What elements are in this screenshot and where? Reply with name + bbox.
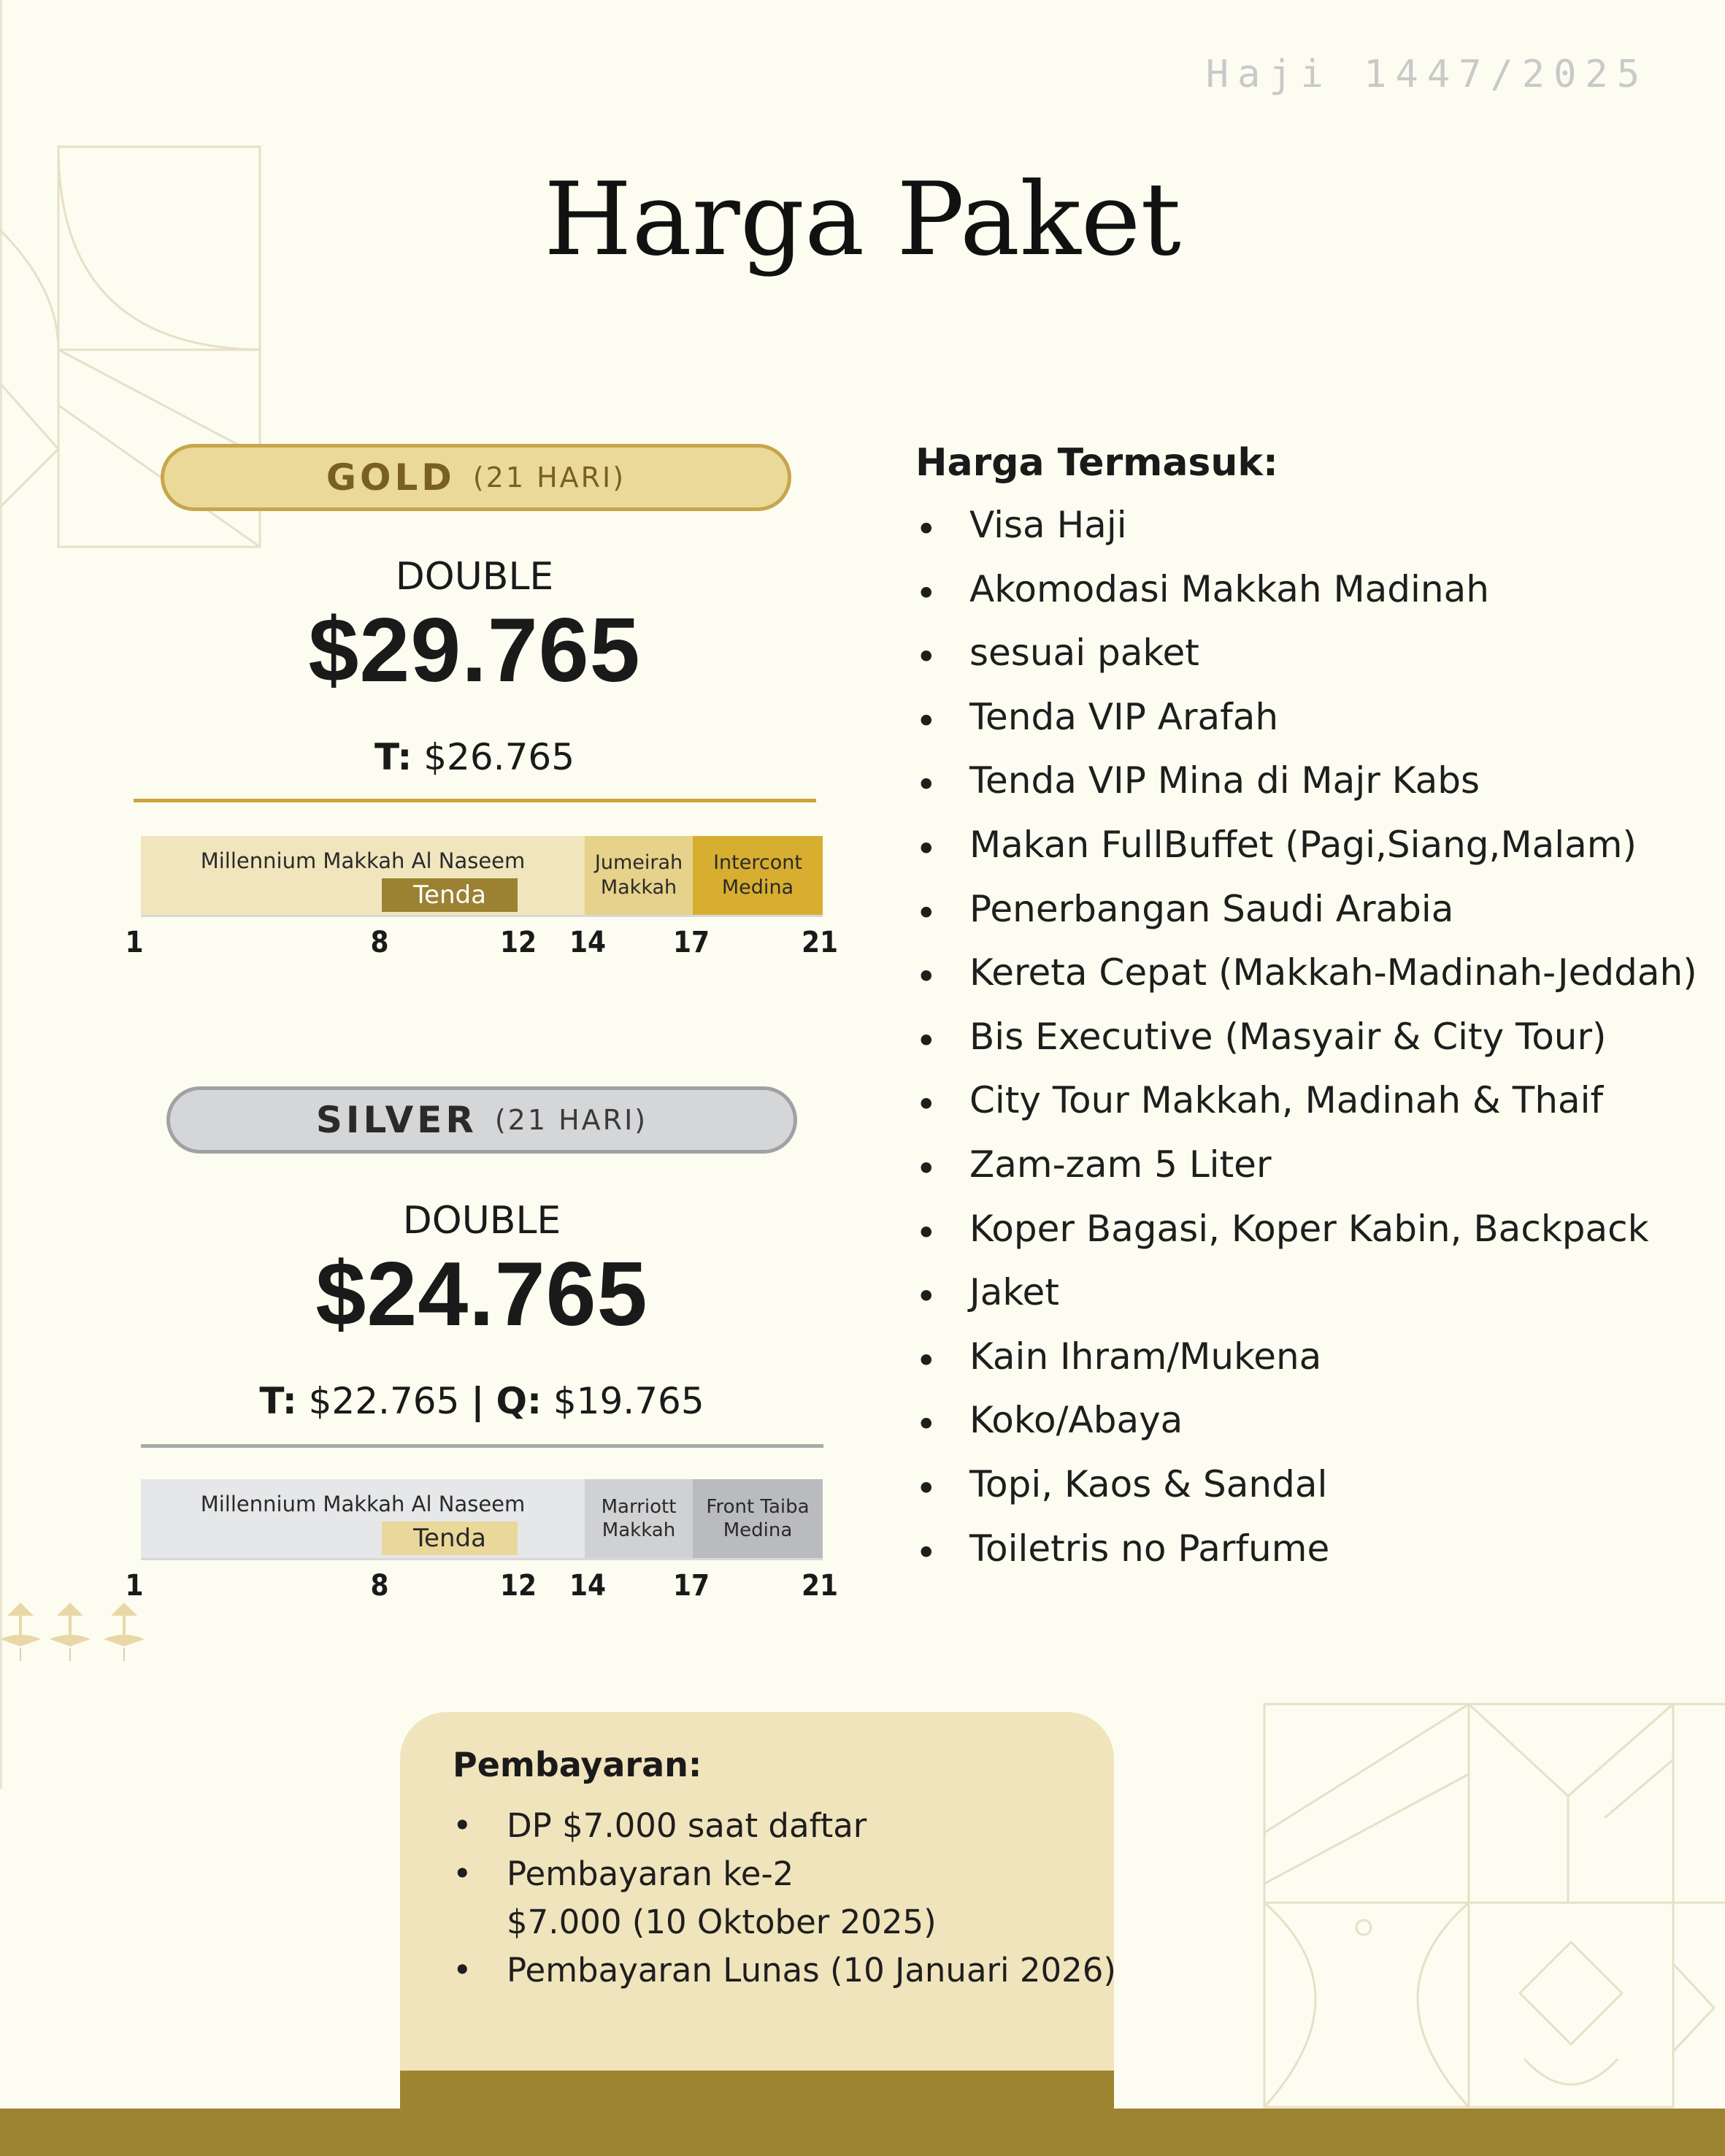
bullet-icon: • bbox=[915, 1531, 937, 1574]
bullet-icon: • bbox=[453, 1951, 472, 1990]
gold-alt-price bbox=[219, 736, 730, 778]
includes-title: Harga Termasuk: bbox=[915, 441, 1278, 485]
silver-hotel-3: Front Taiba Medina bbox=[693, 1479, 823, 1558]
item-text: Koko/Abaya bbox=[969, 1399, 1183, 1442]
day-tick: 17 bbox=[672, 1569, 710, 1603]
alt-value-triple: $26.765 bbox=[423, 736, 575, 778]
alt-value-quad: $19.765 bbox=[553, 1380, 704, 1422]
item-text: Zam-zam 5 Liter bbox=[969, 1143, 1272, 1186]
bullet-icon: • bbox=[915, 891, 937, 935]
gold-tent: Tenda bbox=[382, 878, 518, 912]
item-text: Jaket bbox=[969, 1271, 1059, 1314]
silver-hotel-2: Marriott Makkah bbox=[585, 1479, 693, 1558]
bullet-icon: • bbox=[915, 1339, 937, 1382]
gold-hotel-3: Intercont Medina bbox=[693, 836, 823, 915]
bullet-icon: • bbox=[915, 1275, 937, 1319]
day-tick: 14 bbox=[569, 926, 607, 959]
package-duration: (21 HARI) bbox=[494, 1104, 648, 1136]
item-text: Visa Haji bbox=[969, 504, 1127, 546]
gold-hotel-makkah bbox=[141, 836, 585, 915]
item-text: Toiletris no Parfume bbox=[969, 1527, 1330, 1570]
silver-divider bbox=[141, 1444, 823, 1448]
gold-price: $29.765 bbox=[308, 600, 641, 701]
gold-hotel-2: Jumeirah Makkah bbox=[585, 836, 693, 915]
list-item bbox=[453, 1850, 1116, 1946]
list-item bbox=[915, 1337, 1697, 1401]
list-item bbox=[915, 1145, 1697, 1209]
item-text: Kain Ihram/Mukena bbox=[969, 1335, 1322, 1378]
day-tick: 21 bbox=[801, 926, 839, 959]
geometric-pattern-bottom-right bbox=[1261, 1701, 1725, 2110]
item-text: $7.000 (10 Oktober 2025) bbox=[507, 1903, 937, 1941]
silver-alt-price bbox=[190, 1380, 774, 1422]
bullet-icon: • bbox=[915, 508, 937, 550]
item-text: Akomodasi Makkah Madinah bbox=[969, 567, 1489, 610]
bullet-icon: • bbox=[915, 827, 937, 870]
alt-label-triple: T: bbox=[259, 1380, 297, 1422]
year-label: Haji 1447/2025 bbox=[1205, 53, 1648, 96]
bullet-icon: • bbox=[915, 636, 937, 679]
payment-title: Pembayaran: bbox=[453, 1745, 702, 1784]
lantern-ornament-icon bbox=[0, 1603, 153, 1668]
footer-band bbox=[0, 2109, 1725, 2156]
item-text: City Tour Makkah, Madinah & Thaif bbox=[969, 1079, 1604, 1122]
bullet-icon: • bbox=[453, 1854, 472, 1893]
bullet-icon: • bbox=[453, 1806, 472, 1845]
bullet-icon: • bbox=[915, 1403, 937, 1446]
silver-hotel-makkah bbox=[141, 1479, 585, 1558]
alt-label-quad: Q: bbox=[496, 1380, 542, 1422]
day-tick: 14 bbox=[569, 1569, 607, 1603]
hotel-name: Millennium Makkah Al Naseem bbox=[200, 848, 526, 873]
item-text: Penerbangan Saudi Arabia bbox=[969, 887, 1454, 930]
day-tick: 1 bbox=[125, 1569, 144, 1603]
gold-divider bbox=[134, 799, 816, 802]
item-text: Kereta Cepat (Makkah-Madinah-Jeddah) bbox=[969, 951, 1697, 994]
page-title: Harga Paket bbox=[544, 161, 1181, 278]
payment-box-footer bbox=[400, 2071, 1114, 2114]
bullet-icon: • bbox=[915, 956, 937, 999]
package-name: SILVER bbox=[315, 1099, 477, 1141]
gold-room-type: DOUBLE bbox=[395, 555, 554, 599]
item-text: Pembayaran Lunas (10 Januari 2026) bbox=[507, 1951, 1116, 1990]
silver-price: $24.765 bbox=[315, 1244, 648, 1345]
silver-tent: Tenda bbox=[382, 1522, 518, 1555]
day-tick: 12 bbox=[499, 1569, 537, 1603]
bullet-icon: • bbox=[915, 1019, 937, 1062]
alt-label-triple: T: bbox=[374, 736, 412, 778]
list-item bbox=[915, 953, 1697, 1017]
list-item bbox=[915, 825, 1697, 889]
hotel-name: Millennium Makkah Al Naseem bbox=[200, 1492, 526, 1516]
list-item bbox=[453, 1802, 1116, 1850]
includes-list bbox=[915, 505, 1697, 1592]
gold-axis-line bbox=[141, 915, 823, 917]
item-text: DP $7.000 saat daftar bbox=[507, 1806, 867, 1845]
list-item bbox=[915, 761, 1697, 825]
package-name: GOLD bbox=[326, 456, 456, 499]
bullet-icon: • bbox=[915, 1467, 937, 1510]
item-text: Topi, Kaos & Sandal bbox=[969, 1462, 1328, 1505]
bullet-icon: • bbox=[915, 699, 937, 743]
list-item bbox=[915, 889, 1697, 954]
alt-separator: | bbox=[471, 1380, 485, 1422]
list-item bbox=[915, 1017, 1697, 1081]
gold-package-badge bbox=[161, 444, 791, 511]
item-text: Tenda VIP Arafah bbox=[969, 695, 1279, 738]
silver-package-badge bbox=[166, 1086, 797, 1154]
day-tick: 21 bbox=[801, 1569, 839, 1603]
list-item bbox=[915, 1529, 1697, 1593]
bullet-icon: • bbox=[915, 1147, 937, 1190]
list-item bbox=[915, 505, 1697, 569]
day-tick: 8 bbox=[370, 926, 389, 959]
bullet-icon: • bbox=[915, 1083, 937, 1127]
item-text: Koper Bagasi, Koper Kabin, Backpack bbox=[969, 1207, 1649, 1250]
list-item bbox=[915, 633, 1697, 697]
day-tick: 17 bbox=[672, 926, 710, 959]
day-tick: 12 bbox=[499, 926, 537, 959]
day-tick: 8 bbox=[370, 1569, 389, 1603]
silver-room-type: DOUBLE bbox=[402, 1199, 561, 1243]
package-duration: (21 HARI) bbox=[472, 461, 626, 494]
bullet-icon: • bbox=[915, 572, 937, 615]
list-item bbox=[915, 1081, 1697, 1145]
alt-value-triple: $22.765 bbox=[308, 1380, 460, 1422]
list-item bbox=[453, 1946, 1116, 1995]
item-text: Bis Executive (Masyair & City Tour) bbox=[969, 1015, 1607, 1058]
item-text: Tenda VIP Mina di Majr Kabs bbox=[969, 759, 1480, 802]
payment-list bbox=[453, 1802, 1116, 1995]
list-item bbox=[915, 1400, 1697, 1465]
bullet-icon: • bbox=[915, 764, 937, 807]
silver-axis-line bbox=[141, 1558, 823, 1560]
list-item bbox=[915, 697, 1697, 761]
item-text: sesuai paket bbox=[969, 632, 1199, 675]
day-tick: 1 bbox=[125, 926, 144, 959]
list-item bbox=[915, 1209, 1697, 1273]
list-item bbox=[915, 1273, 1697, 1337]
bullet-icon: • bbox=[915, 1211, 937, 1254]
list-item bbox=[915, 569, 1697, 634]
item-text: Makan FullBuffet (Pagi,Siang,Malam) bbox=[969, 823, 1637, 866]
list-item bbox=[915, 1462, 1697, 1529]
item-text: Pembayaran ke-2 bbox=[507, 1854, 794, 1893]
